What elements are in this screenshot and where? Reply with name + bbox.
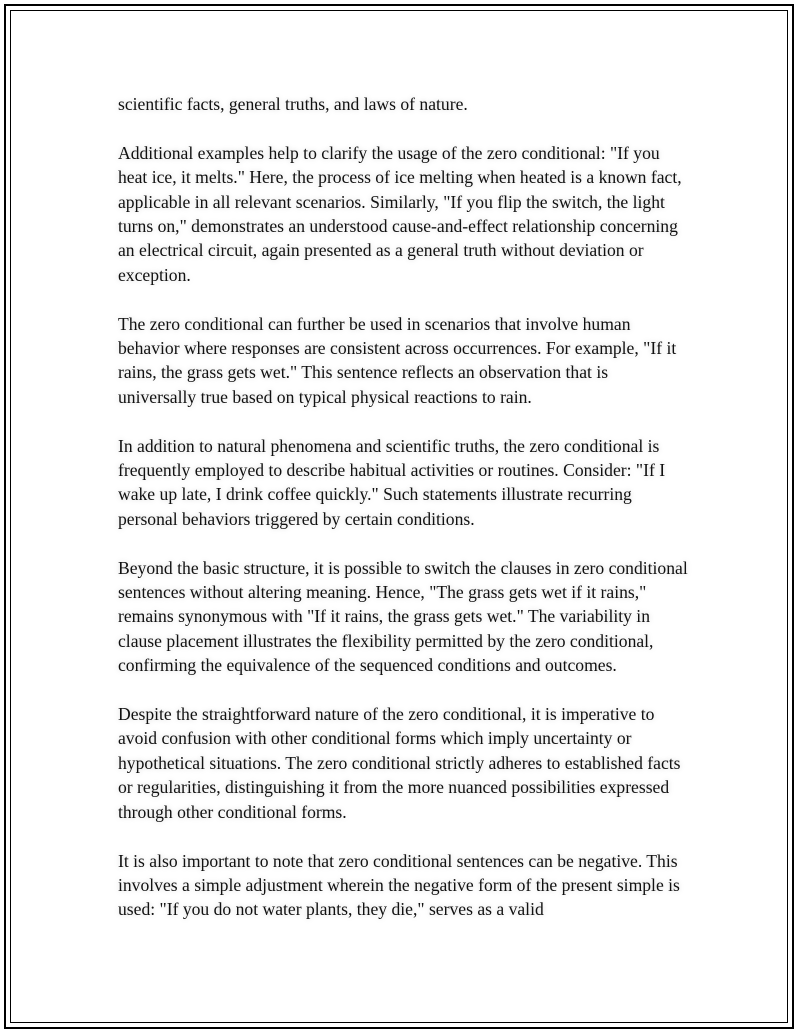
paragraph-1: scientific facts, general truths, and laws of nature. xyxy=(118,94,468,114)
paragraph-5: Beyond the basic structure, it is possible to switch the clauses in zero conditional sentences without altering meaning. Hence, "The grass gets wet if it rains," remains synonymous with "If it rains, the grass gets wet." The variability in clause placement illustrates the flexibility permitted by the zero conditional, confirming the equivalence of the sequenced conditions and outcomes. xyxy=(118,557,688,676)
paragraph-2: Additional examples help to clarify the usage of the zero conditional: "If you heat ice, it melts." Here, the process of ice melting when heated is a known fact, applicable in all relevant scenarios. Similarly, "If you flip the switch, the light turns on," demonstrates an understood cause-and-effect relationship concerning an electrical circuit, again presented as a general truth without deviation or exception. xyxy=(118,142,682,285)
document-body xyxy=(118,92,690,946)
paragraph-3: The zero conditional can further be used in scenarios that involve human behavior where responses are consistent across occurrences. For example, "If it rains, the grass gets wet." This sentence reflects an observation that is universally true based on typical physical reactions to rain. xyxy=(118,313,677,407)
paragraph-4: In addition to natural phenomena and scientific truths, the zero conditional is frequently employed to describe habitual activities or routines. Consider: "If I wake up late, I drink coffee quickly." Such statements illustrate recurring personal behaviors triggered by certain conditions. xyxy=(118,435,666,529)
paragraph-6: Despite the straightforward nature of the zero conditional, it is imperative to avoid confusion with other conditional forms which imply uncertainty or hypothetical situations. The zero conditional strictly adheres to established facts or regularities, distinguishing it from the more nuanced possibilities expressed through other conditional forms. xyxy=(118,704,681,822)
paragraph-7: It is also important to note that zero conditional sentences can be negative. This involves a simple adjustment wherein the negative form of the present simple is used: "If you do not water plants, they die," serves as a valid xyxy=(118,850,680,920)
